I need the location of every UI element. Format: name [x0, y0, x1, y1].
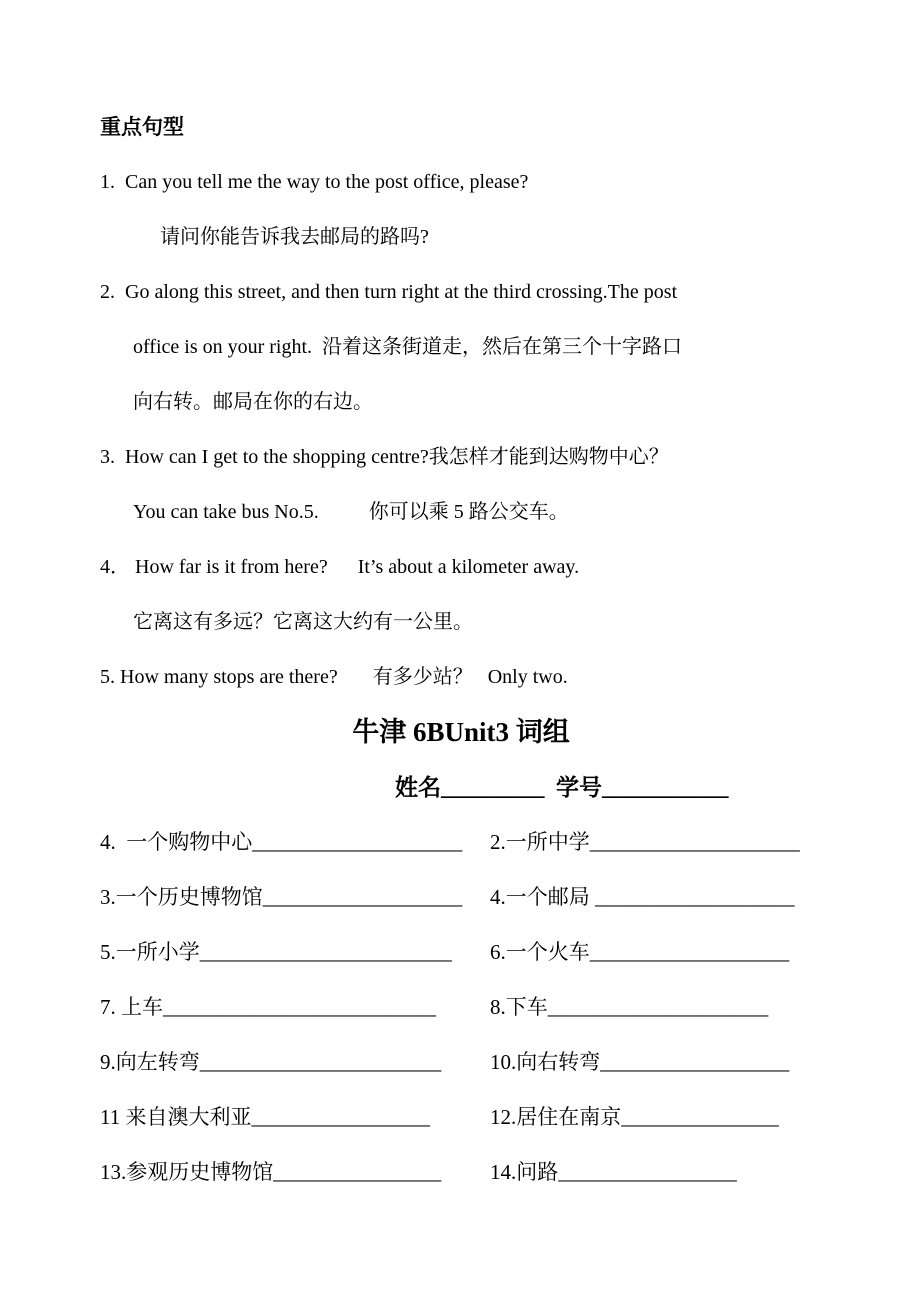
phrase-item: 4.一个邮局 ___________________ [490, 885, 795, 909]
sentence-line-5-en: 5. How many stops are there? 有多少站？ Only two. [100, 666, 568, 688]
phrase-item: 11 来自澳大利亚_________________ [100, 1105, 430, 1129]
worksheet-title: 牛津 6BUnit3 词组 [352, 717, 570, 747]
phrase-item: 4. 一个购物中心____________________ [100, 830, 463, 854]
sentence-line-2-cn: 向右转。邮局在你的右边。 [133, 391, 373, 413]
sentence-line-1-cn: 请问你能告诉我去邮局的路吗? [160, 226, 429, 248]
phrase-row [100, 980, 822, 1035]
phrase-item: 5.一所小学________________________ [100, 940, 452, 964]
sentence-line-2-cont: office is on your right. 沿着这条街道走，然后在第三个十字路口 [133, 336, 683, 358]
phrase-item: 12.居住在南京_______________ [490, 1105, 779, 1129]
phrase-row [100, 925, 822, 980]
phrase-item: 10.向右转弯__________________ [490, 1050, 790, 1074]
sentence-line-3-answer: You can take bus No.5. 你可以乘 5 路公交车。 [133, 501, 569, 523]
sentence-line-4-en: 4． How far is it from here? It’s about a kilometer away. [100, 556, 580, 578]
name-student-id-line: 姓名_________ 学号___________ [395, 775, 729, 800]
sentence-line-4-cn: 它离这有多远？它离这大约有一公里。 [133, 611, 473, 633]
phrase-item: 6.一个火车___________________ [490, 940, 790, 964]
phrase-item: 9.向左转弯_______________________ [100, 1050, 442, 1074]
section-title: 重点句型 [100, 115, 184, 139]
phrase-row [100, 1145, 822, 1200]
phrase-item: 14.问路_________________ [490, 1160, 737, 1184]
sentence-line-1-en: 1. Can you tell me the way to the post office, please? [100, 171, 529, 193]
phrase-item: 3.一个历史博物馆___________________ [100, 885, 463, 909]
phrase-row [100, 870, 822, 925]
phrase-item: 13.参观历史博物馆________________ [100, 1160, 442, 1184]
sentence-line-3-en: 3. How can I get to the shopping centre?我怎样才能到达购物中心？ [100, 446, 669, 468]
phrase-item: 2.一所中学____________________ [490, 830, 800, 854]
phrase-row [100, 1090, 822, 1145]
phrase-row [100, 1035, 822, 1090]
sentence-line-2-en: 2. Go along this street, and then turn right at the third crossing.The post [100, 281, 678, 303]
phrase-item: 8.下车_____________________ [490, 995, 769, 1019]
phrase-row [100, 815, 822, 870]
phrase-item: 7. 上车__________________________ [100, 995, 436, 1019]
